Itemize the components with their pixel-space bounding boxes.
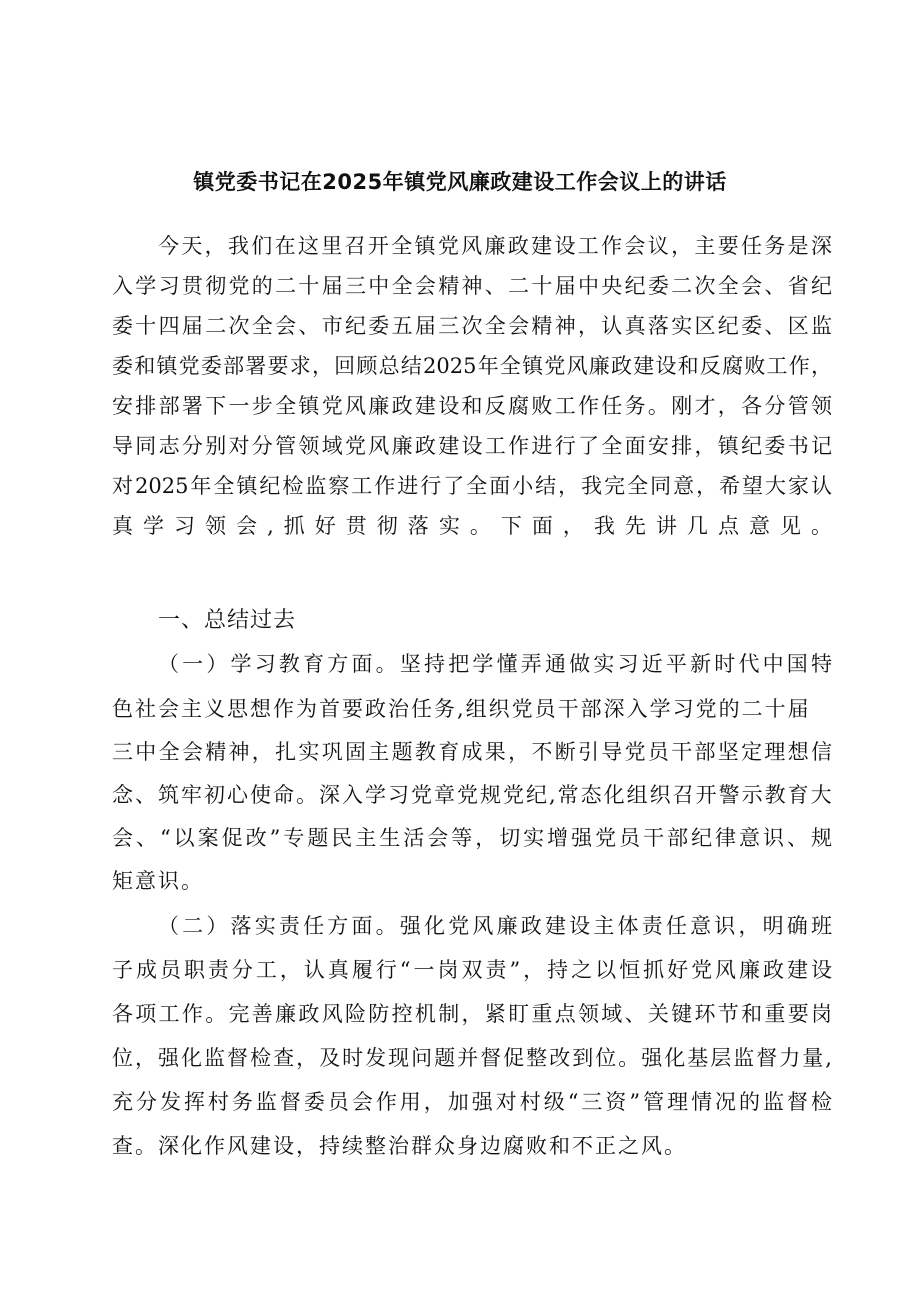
sub1-line-3: 三中全会精神，扎实巩固主题教育成果，不断引导党员干部坚定理想信 — [112, 740, 832, 764]
sub1-line-1: （一）学习教育方面。坚持把学懂弄通做实习近平新时代中国特 — [158, 652, 832, 676]
intro-line-7: 对2025年全镇纪检监察工作进行了全面小结，我完全同意，希望大家认 — [112, 474, 832, 498]
sub2-line-5: 充分发挥村务监督委员会作用，加强对村级“三资”管理情况的监督检 — [112, 1090, 832, 1114]
sub1-line-5: 会、“以案促改”专题民主生活会等，切实增强党员干部纪律意识、规 — [112, 826, 832, 850]
intro-line-6: 导同志分别对分管领域党风廉政建设工作进行了全面安排，镇纪委书记 — [112, 434, 832, 458]
intro-line-5: 安排部署下一步全镇党风廉政建设和反腐败工作任务。刚才，各分管领 — [112, 394, 832, 418]
sub2-line-2: 子成员职责分工，认真履行“一岗双责”，持之以恒抓好党风廉政建设 — [112, 958, 832, 982]
sub2-line-1: （二）落实责任方面。强化党风廉政建设主体责任意识，明确班 — [158, 914, 832, 938]
document-title: 镇党委书记在2025年镇党风廉政建设工作会议上的讲话 — [193, 170, 727, 194]
intro-line-4: 委和镇党委部署要求，回顾总结2025年全镇党风廉政建设和反腐败工作， — [112, 354, 832, 378]
sub1-line-6: 矩意识。 — [112, 869, 204, 893]
intro-line-2: 入学习贯彻党的二十届三中全会精神、二十届中央纪委二次全会、省纪 — [112, 274, 832, 298]
sub1-line-4: 念、筑牢初心使命。深入学习党章党规党纪,常态化组织召开警示教育大 — [112, 783, 834, 807]
intro-line-1: 今天，我们在这里召开全镇党风廉政建设工作会议，主要任务是深 — [158, 234, 832, 258]
sub1-line-2: 色社会主义思想作为首要政治任务,组织党员干部深入学习党的二十届 — [112, 697, 811, 721]
intro-line-8: 真学习领会,抓好贯彻落实。下面，我先讲几点意见。 — [112, 514, 832, 538]
sub2-line-4: 位，强化监督检查，及时发现问题并督促整改到位。强化基层监督力量, — [112, 1046, 832, 1070]
intro-line-3: 委十四届二次全会、市纪委五届三次全会精神，认真落实区纪委、区监 — [112, 314, 832, 338]
sub2-line-3: 各项工作。完善廉政风险防控机制，紧盯重点领域、关键环节和重要岗 — [112, 1002, 832, 1026]
sub2-line-6: 查。深化作风建设，持续整治群众身边腐败和不正之风。 — [112, 1134, 687, 1158]
section-heading-1: 一、总结过去 — [158, 608, 297, 633]
